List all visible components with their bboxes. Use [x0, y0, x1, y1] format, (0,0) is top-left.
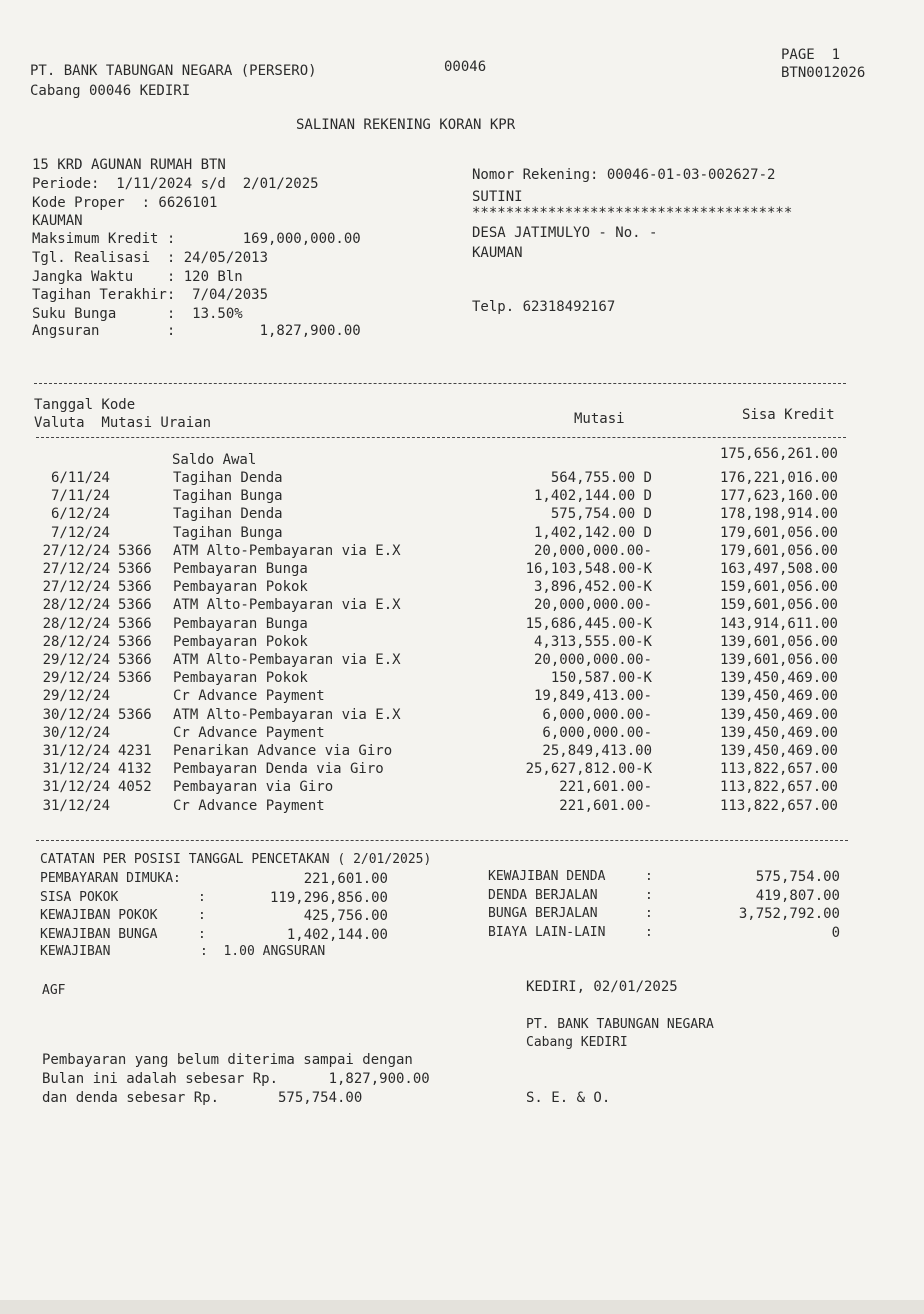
summary-right-sep: : [645, 887, 653, 903]
nomor-rekening: Nomor Rekening: 00046-01-03-002627-2 [472, 167, 776, 183]
summary-right-value: 575,754.00 [755, 869, 840, 885]
period: Periode: 1/11/2024 s/d 2/01/2025 [32, 176, 319, 192]
tx-code: 5366 [118, 670, 152, 687]
tx-balance: 177,623,160.00 [719, 488, 838, 505]
summary-right-value: 419,807.00 [755, 887, 840, 904]
tx-balance: 139,450,469.00 [719, 688, 838, 705]
tx-date: 28/12/24 [42, 597, 110, 614]
summary-left-label: KEWAJIBAN BUNGA [40, 926, 158, 942]
tx-code: 4052 [118, 779, 152, 796]
table-row [0, 724, 924, 742]
suku-bunga: Suku Bunga : 13.50% [32, 306, 243, 322]
summary-left-value: 425,756.00 [303, 908, 388, 924]
col-sisa-kredit: Sisa Kredit [742, 407, 835, 423]
kewajiban-value: : 1.00 ANGSURAN [200, 944, 326, 959]
summary-left-label: SISA POKOK [40, 889, 119, 905]
col-tanggal-kode: Tanggal Kode [34, 397, 136, 413]
tx-date: 31/12/24 [42, 779, 110, 796]
table-row [0, 596, 924, 614]
tx-balance: 139,601,056.00 [719, 652, 838, 668]
tx-description: Cr Advance Payment [173, 724, 325, 741]
summary-left-value: 119,296,856.00 [269, 889, 388, 906]
tx-date: 29/12/24 [42, 670, 110, 687]
kewajiban-label: KEWAJIBAN [40, 944, 111, 959]
unpaid-note-line-1: Pembayaran yang belum diterima sampai dengan [42, 1052, 413, 1068]
tx-date: 28/12/24 [42, 633, 110, 650]
tgl-realisasi: Tgl. Realisasi : 24/05/2013 [32, 250, 269, 266]
tx-balance: 159,601,056.00 [719, 579, 838, 596]
tx-code: 5366 [118, 633, 152, 650]
table-row [0, 706, 924, 724]
saldo-awal-label: Saldo Awal [172, 452, 257, 468]
table-row [0, 742, 924, 760]
tx-date: 30/12/24 [42, 706, 110, 723]
summary-right-label: DENDA BERJALAN [488, 887, 598, 903]
tx-amount: 20,000,000.00- [533, 597, 652, 614]
signatory-branch: Cabang KEDIRI [526, 1035, 628, 1050]
saldo-awal-balance: 175,656,261.00 [719, 446, 838, 462]
tx-balance: 178,198,914.00 [719, 506, 838, 523]
tx-amount: 25,849,413.00 [542, 743, 652, 759]
tx-amount: 221,601.00- [559, 779, 652, 796]
tx-balance: 139,601,056.00 [719, 633, 838, 650]
bank-name: PT. BANK TABUNGAN NEGARA (PERSERO) [30, 63, 317, 79]
tx-date: 28/12/24 [42, 615, 110, 632]
tx-balance: 179,601,056.00 [719, 524, 838, 541]
masked-stars: ************************************** [472, 205, 793, 221]
jangka-waktu: Jangka Waktu : 120 Bln [32, 269, 243, 285]
address-line-1: DESA JATIMULYO - No. - [472, 225, 658, 241]
summary-right-sep: : [645, 869, 653, 884]
tx-amount: 4,313,555.00-K [533, 633, 652, 650]
col-mutasi: Mutasi [574, 411, 625, 427]
tx-description: ATM Alto-Pembayaran via E.X [173, 706, 401, 723]
place-date: KEDIRI, 02/01/2025 [526, 979, 678, 995]
tx-description: Penarikan Advance via Giro [173, 743, 393, 759]
tx-description: Pembayaran Bunga [173, 561, 308, 577]
table-row [0, 487, 924, 505]
tx-balance: 113,822,657.00 [719, 779, 838, 796]
tx-code: 5366 [118, 615, 152, 632]
tx-description: Pembayaran Denda via Giro [173, 761, 384, 778]
table-row [0, 633, 924, 651]
tx-description: Pembayaran Pokok [173, 633, 308, 650]
table-row [0, 542, 924, 560]
tx-description: ATM Alto-Pembayaran via E.X [173, 652, 401, 668]
table-row [0, 578, 924, 596]
summary-left-label: PEMBAYARAN DIMUKA: [40, 871, 181, 886]
tx-code: 5366 [118, 597, 152, 614]
table-row [0, 469, 924, 487]
unpaid-note-line-3: dan denda sebesar Rp. 575,754.00 [42, 1090, 363, 1106]
angsuran: Angsuran : 1,827,900.00 [32, 323, 361, 339]
tx-balance: 179,601,056.00 [719, 542, 838, 559]
tx-code: 5366 [118, 579, 152, 596]
separator-header [36, 437, 846, 438]
tx-balance: 139,450,469.00 [719, 706, 838, 723]
table-row [0, 651, 924, 669]
telephone: Telp. 62318492167 [472, 299, 616, 315]
tx-balance: 113,822,657.00 [719, 797, 838, 814]
tx-date: 27/12/24 [42, 579, 110, 596]
table-row [0, 615, 924, 633]
summary-right-value: 0 [831, 924, 840, 941]
tx-description: Pembayaran Pokok [173, 579, 308, 596]
summary-left-value: 1,402,144.00 [286, 926, 388, 943]
tx-code: 5366 [118, 706, 152, 723]
branch-name: Cabang 00046 KEDIRI [30, 83, 191, 99]
summary-right-value: 3,752,792.00 [738, 906, 840, 922]
tx-description: ATM Alto-Pembayaran via E.X [173, 597, 401, 614]
table-row [0, 760, 924, 778]
table-row [0, 797, 924, 815]
tx-code: 4132 [118, 761, 152, 778]
tx-code: 5366 [118, 652, 152, 668]
summary-left-label: KEWAJIBAN POKOK [40, 908, 158, 923]
tx-code: 5366 [118, 542, 152, 559]
tx-date: 6/12/24 [50, 506, 110, 523]
tx-amount: 150,587.00-K [550, 670, 652, 687]
tx-amount: 19,849,413.00- [533, 688, 652, 705]
maksimum-kredit: Maksimum Kredit : 169,000,000.00 [32, 231, 361, 247]
product-name: 15 KRD AGUNAN RUMAH BTN [32, 157, 226, 173]
summary-left-sep: : [198, 926, 206, 942]
document-title: SALINAN REKENING KORAN KPR [296, 117, 516, 133]
summary-right-label: KEWAJIBAN DENDA [488, 869, 606, 884]
table-row [0, 505, 924, 523]
kode-proper: Kode Proper : 6626101 [32, 195, 218, 211]
summary-right-sep: : [645, 906, 653, 921]
tx-date: 27/12/24 [42, 542, 110, 559]
tx-date: 6/11/24 [50, 470, 110, 486]
separator-top [34, 383, 846, 384]
tx-date: 29/12/24 [42, 688, 110, 705]
summary-right-label: BIAYA LAIN-LAIN [488, 924, 606, 940]
tx-balance: 163,497,508.00 [719, 561, 838, 577]
tx-date: 7/11/24 [50, 488, 110, 505]
tx-code: 5366 [118, 561, 152, 577]
summary-right-sep: : [645, 924, 653, 940]
tx-amount: 1,402,144.00 D [533, 488, 652, 505]
tx-description: Pembayaran Pokok [173, 670, 308, 687]
tx-description: ATM Alto-Pembayaran via E.X [173, 542, 401, 559]
tx-description: Cr Advance Payment [173, 688, 325, 705]
tx-balance: 139,450,469.00 [719, 743, 838, 759]
tx-amount: 6,000,000.00- [542, 724, 652, 741]
tx-description: Tagihan Denda [173, 506, 283, 523]
page-number: PAGE 1 [781, 47, 841, 63]
tx-balance: 143,914,611.00 [719, 615, 838, 632]
tx-balance: 159,601,056.00 [719, 597, 838, 614]
tx-amount: 3,896,452.00-K [533, 579, 652, 596]
tx-amount: 25,627,812.00-K [525, 761, 652, 778]
tx-code: 4231 [118, 743, 152, 759]
table-row [0, 669, 924, 687]
signatory-bank: PT. BANK TABUNGAN NEGARA [526, 1017, 714, 1032]
tx-amount: 221,601.00- [559, 797, 652, 814]
errors-omissions: S. E. & O. [526, 1090, 611, 1106]
tx-balance: 176,221,016.00 [719, 470, 838, 486]
table-row [0, 778, 924, 796]
tx-description: Tagihan Bunga [173, 524, 283, 541]
table-row [0, 687, 924, 705]
tx-balance: 139,450,469.00 [719, 670, 838, 687]
tx-balance: 139,450,469.00 [719, 724, 838, 741]
tx-date: 7/12/24 [50, 524, 110, 541]
tx-description: Tagihan Denda [173, 470, 283, 486]
summary-left-sep: : [198, 908, 206, 923]
tx-date: 29/12/24 [42, 652, 110, 668]
agf-code: AGF [42, 983, 66, 998]
branch-code: 00046 [444, 59, 487, 75]
tagihan-terakhir: Tagihan Terakhir: 7/04/2035 [32, 287, 269, 303]
tx-date: 27/12/24 [42, 561, 110, 577]
area: KAUMAN [32, 213, 83, 229]
summary-right-label: BUNGA BERJALAN [488, 906, 598, 921]
tx-balance: 113,822,657.00 [719, 761, 838, 778]
tx-date: 31/12/24 [42, 797, 110, 814]
table-row [0, 524, 924, 542]
tx-description: Pembayaran Bunga [173, 615, 308, 632]
tx-amount: 15,686,445.00-K [525, 615, 652, 632]
tx-description: Pembayaran via Giro [173, 779, 334, 796]
document-code: BTN0012026 [781, 65, 866, 81]
tx-amount: 575,754.00 D [550, 506, 652, 523]
tx-date: 30/12/24 [42, 724, 110, 741]
col-valuta-mutasi-uraian: Valuta Mutasi Uraian [34, 415, 212, 431]
tx-amount: 6,000,000.00- [542, 706, 652, 723]
summary-left-value: 221,601.00 [303, 871, 388, 887]
tx-date: 31/12/24 [42, 761, 110, 778]
address-line-2: KAUMAN [472, 245, 523, 261]
summary-title: CATATAN PER POSISI TANGGAL PENCETAKAN ( 2/01/2025) [40, 852, 432, 867]
tx-amount: 16,103,548.00-K [525, 561, 652, 577]
tx-description: Cr Advance Payment [173, 797, 325, 814]
tx-amount: 1,402,142.00 D [533, 524, 652, 541]
separator-bottom [36, 840, 848, 841]
tx-amount: 564,755.00 D [550, 470, 652, 486]
tx-amount: 20,000,000.00- [533, 652, 652, 668]
unpaid-note-line-2: Bulan ini adalah sebesar Rp. 1,827,900.00 [42, 1071, 430, 1087]
tx-amount: 20,000,000.00- [533, 542, 652, 559]
tx-description: Tagihan Bunga [173, 488, 283, 505]
table-row [0, 560, 924, 578]
tx-date: 31/12/24 [42, 743, 110, 759]
account-holder-name: SUTINI [472, 189, 523, 205]
summary-left-sep: : [198, 889, 206, 905]
